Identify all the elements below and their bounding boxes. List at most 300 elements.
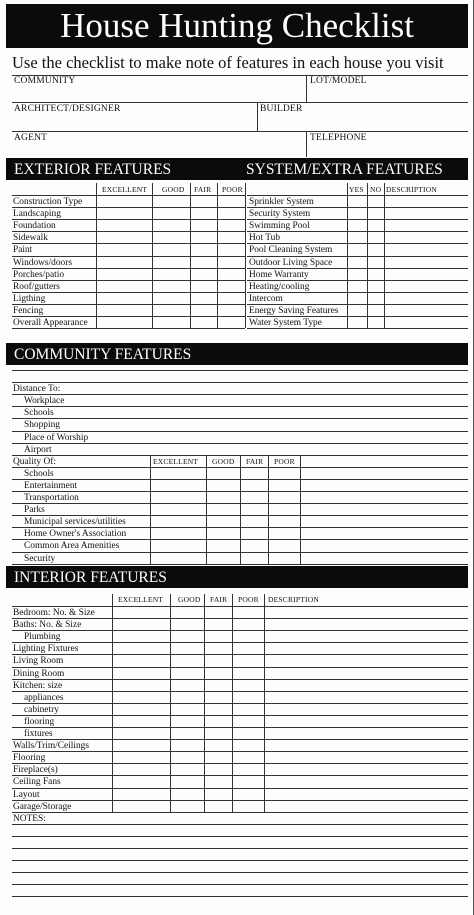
system-col-description: DESCRIPTION <box>386 185 437 194</box>
interior-rating-cell[interactable] <box>264 715 468 727</box>
system-answer-cell[interactable] <box>347 243 367 255</box>
info-divider <box>306 75 307 102</box>
system-col-yes: YES <box>349 185 364 194</box>
interior-rating-cell[interactable] <box>232 606 264 618</box>
interior-rating-cell[interactable] <box>264 788 468 800</box>
quality-rating-cell[interactable] <box>240 539 268 551</box>
system-answer-cell[interactable] <box>367 195 384 207</box>
exterior-row-label: Ligthing <box>13 293 46 304</box>
exterior-rating-cell[interactable] <box>217 219 245 231</box>
interior-rating-cell[interactable] <box>170 642 204 654</box>
interior-rating-cell[interactable] <box>112 667 170 679</box>
system-answer-cell[interactable] <box>347 256 367 268</box>
system-answer-cell[interactable] <box>384 268 468 280</box>
system-answer-cell[interactable] <box>367 280 384 292</box>
exterior-rating-cell[interactable] <box>190 219 217 231</box>
system-answer-cell[interactable] <box>347 304 367 316</box>
quality-rating-cell[interactable] <box>268 503 300 515</box>
exterior-rating-cell[interactable] <box>217 304 245 316</box>
quality-rating-cell[interactable] <box>150 491 206 503</box>
system-row-label: Pool Cleaning System <box>249 245 333 256</box>
interior-rating-cell[interactable] <box>232 630 264 642</box>
exterior-heading: EXTERIOR FEATURES <box>14 161 172 178</box>
system-row-label: Swimming Pool <box>249 221 310 232</box>
interior-row-label: Walls/Trim/Ceilings <box>13 741 89 752</box>
exterior-rating-cell[interactable] <box>152 243 190 255</box>
system-answer-cell[interactable] <box>367 231 384 243</box>
interior-row-label: Bedroom: No. & Size <box>13 608 95 618</box>
interior-rating-cell[interactable] <box>232 667 264 679</box>
exterior-rating-cell[interactable] <box>217 207 245 219</box>
interior-rating-cell[interactable] <box>170 739 204 751</box>
quality-rating-cell[interactable] <box>240 515 268 527</box>
exterior-rating-cell[interactable] <box>152 280 190 292</box>
interior-rating-cell[interactable] <box>112 739 170 751</box>
exterior-rating-cell[interactable] <box>96 243 152 255</box>
interior-column-line <box>204 594 205 812</box>
exterior-rating-cell[interactable] <box>190 231 217 243</box>
interior-rating-cell[interactable] <box>170 800 204 812</box>
info-divider <box>306 131 307 157</box>
interior-rating-cell[interactable] <box>264 727 468 739</box>
system-answer-cell[interactable] <box>347 280 367 292</box>
interior-rating-cell[interactable] <box>112 606 170 618</box>
interior-row-label: fixtures <box>24 729 53 739</box>
quality-rating-cell[interactable] <box>240 527 268 539</box>
quality-rating-cell[interactable] <box>268 539 300 551</box>
quality-item-label: Home Owner's Association <box>24 529 127 540</box>
interior-rating-cell[interactable] <box>232 679 264 691</box>
interior-rating-cell[interactable] <box>204 606 232 618</box>
system-answer-cell[interactable] <box>347 316 367 328</box>
interior-row-label: flooring <box>24 716 55 727</box>
quality-rating-cell[interactable] <box>268 552 300 564</box>
interior-row-label: Fireplace(s) <box>13 765 58 776</box>
interior-rating-cell[interactable] <box>204 630 232 642</box>
interior-rating-cell[interactable] <box>112 788 170 800</box>
system-answer-cell[interactable] <box>367 304 384 316</box>
exterior-rating-cell[interactable] <box>217 195 245 207</box>
interior-rating-cell[interactable] <box>112 679 170 691</box>
quality-rating-cell[interactable] <box>240 503 268 515</box>
system-answer-cell[interactable] <box>384 280 468 292</box>
interior-rating-cell[interactable] <box>170 691 204 703</box>
quality-rating-cell[interactable] <box>206 491 240 503</box>
interior-rating-cell[interactable] <box>170 679 204 691</box>
exterior-row-label: Foundation <box>13 221 56 232</box>
system-row-label: Water System Type <box>249 318 322 328</box>
interior-rating-cell[interactable] <box>232 703 264 715</box>
system-answer-cell[interactable] <box>347 195 367 207</box>
system-answer-cell[interactable] <box>367 256 384 268</box>
interior-rating-cell[interactable] <box>112 751 170 763</box>
system-answer-cell[interactable] <box>384 231 468 243</box>
info-line-2 <box>12 102 468 103</box>
interior-rating-cell[interactable] <box>112 618 170 630</box>
interior-rating-cell[interactable] <box>204 654 232 666</box>
exterior-rating-cell[interactable] <box>152 231 190 243</box>
system-answer-cell[interactable] <box>367 243 384 255</box>
system-answer-cell[interactable] <box>384 256 468 268</box>
quality-rating-cell[interactable] <box>150 503 206 515</box>
quality-rating-cell[interactable] <box>240 491 268 503</box>
system-answer-cell[interactable] <box>367 207 384 219</box>
interior-rating-cell[interactable] <box>204 618 232 630</box>
quality-description-cell[interactable] <box>300 503 468 515</box>
exterior-row-label: Sidewalk <box>13 233 48 244</box>
exterior-rating-cell[interactable] <box>217 292 245 304</box>
interior-rating-cell[interactable] <box>170 606 204 618</box>
quality-rating-cell[interactable] <box>240 467 268 479</box>
interior-row-label: Lighting Fixtures <box>13 644 79 655</box>
system-answer-cell[interactable] <box>384 207 468 219</box>
distance-label: Distance To: <box>13 384 61 395</box>
interior-rating-cell[interactable] <box>264 739 468 751</box>
exterior-rating-cell[interactable] <box>152 219 190 231</box>
interior-rating-cell[interactable] <box>264 800 468 812</box>
distance-entry-cell[interactable] <box>150 431 468 443</box>
quality-description-cell[interactable] <box>300 539 468 551</box>
interior-rating-cell[interactable] <box>264 630 468 642</box>
system-answer-cell[interactable] <box>384 316 468 328</box>
interior-row-label: Dining Room <box>13 668 65 679</box>
community-row-line <box>12 564 468 565</box>
interior-rating-cell[interactable] <box>170 715 204 727</box>
quality-rating-cell[interactable] <box>206 503 240 515</box>
notes-line <box>12 848 468 849</box>
exterior-column-line <box>96 183 97 328</box>
quality-rating-cell[interactable] <box>206 479 240 491</box>
interior-col-excellent: EXCELLENT <box>118 595 164 604</box>
exterior-rating-cell[interactable] <box>190 292 217 304</box>
exterior-rating-cell[interactable] <box>96 231 152 243</box>
quality-column-line <box>240 455 241 564</box>
quality-rating-cell[interactable] <box>206 515 240 527</box>
interior-rating-cell[interactable] <box>204 667 232 679</box>
exterior-rating-cell[interactable] <box>96 195 152 207</box>
quality-description-cell[interactable] <box>300 467 468 479</box>
builder-field-label: BUILDER <box>260 104 303 114</box>
notes-line <box>12 824 468 825</box>
exterior-rating-cell[interactable] <box>217 268 245 280</box>
exterior-rating-cell[interactable] <box>152 316 190 328</box>
interior-rating-cell[interactable] <box>232 691 264 703</box>
interior-rating-cell[interactable] <box>264 654 468 666</box>
system-answer-cell[interactable] <box>347 292 367 304</box>
system-answer-cell[interactable] <box>384 304 468 316</box>
interior-rating-cell[interactable] <box>204 775 232 787</box>
quality-rating-cell[interactable] <box>206 539 240 551</box>
exterior-rating-cell[interactable] <box>217 231 245 243</box>
exterior-rating-cell[interactable] <box>96 219 152 231</box>
interior-rating-cell[interactable] <box>170 703 204 715</box>
system-row-label: Home Warranty <box>249 269 309 280</box>
quality-rating-cell[interactable] <box>240 479 268 491</box>
system-answer-cell[interactable] <box>367 268 384 280</box>
system-column-line <box>367 183 368 328</box>
community-heading: COMMUNITY FEATURES <box>14 346 192 363</box>
interior-rating-cell[interactable] <box>170 727 204 739</box>
system-answer-cell[interactable] <box>384 292 468 304</box>
interior-rating-cell[interactable] <box>264 703 468 715</box>
system-row-line <box>247 328 468 329</box>
interior-rating-cell[interactable] <box>232 775 264 787</box>
distance-item-label: Workplace <box>24 396 65 407</box>
interior-rating-cell[interactable] <box>232 739 264 751</box>
interior-rating-cell[interactable] <box>204 751 232 763</box>
interior-rating-cell[interactable] <box>112 703 170 715</box>
interior-row-label: Ceiling Fans <box>13 777 61 788</box>
exterior-rating-cell[interactable] <box>96 292 152 304</box>
system-answer-cell[interactable] <box>384 195 468 207</box>
interior-rating-cell[interactable] <box>264 691 468 703</box>
interior-rating-cell[interactable] <box>232 618 264 630</box>
exterior-rating-cell[interactable] <box>152 268 190 280</box>
distance-item-label: Airport <box>24 444 52 455</box>
interior-row-label: Garage/Storage <box>13 801 72 812</box>
quality-rating-cell[interactable] <box>150 467 206 479</box>
distance-entry-cell[interactable] <box>150 418 468 430</box>
interior-rating-cell[interactable] <box>112 654 170 666</box>
interior-row-label: Plumbing <box>24 632 61 643</box>
interior-rating-cell[interactable] <box>112 727 170 739</box>
quality-description-cell[interactable] <box>300 479 468 491</box>
exterior-rating-cell[interactable] <box>96 316 152 328</box>
interior-col-good: GOOD <box>178 595 201 604</box>
lot-model-field-label: LOT/MODEL <box>310 76 367 86</box>
architect-field-label: ARCHITECT/DESIGNER <box>14 104 121 114</box>
interior-rating-cell[interactable] <box>112 800 170 812</box>
interior-rating-cell[interactable] <box>264 606 468 618</box>
quality-item-label: Entertainment <box>24 480 78 491</box>
interior-rating-cell[interactable] <box>264 642 468 654</box>
interior-rating-cell[interactable] <box>112 763 170 775</box>
interior-rating-cell[interactable] <box>170 775 204 787</box>
interior-col-fair: FAIR <box>210 595 228 604</box>
quality-rating-cell[interactable] <box>268 515 300 527</box>
quality-rating-cell[interactable] <box>150 539 206 551</box>
exterior-rating-cell[interactable] <box>190 304 217 316</box>
system-row-label: Energy Saving Features <box>249 305 339 316</box>
quality-description-cell[interactable] <box>300 552 468 564</box>
distance-entry-cell[interactable] <box>150 443 468 455</box>
quality-column-line <box>300 455 301 564</box>
system-column-line <box>384 183 385 328</box>
interior-rating-cell[interactable] <box>264 775 468 787</box>
distance-item-label: Schools <box>24 408 54 419</box>
interior-rating-cell[interactable] <box>232 751 264 763</box>
interior-rating-cell[interactable] <box>204 715 232 727</box>
info-top-line <box>12 75 468 76</box>
exterior-row-label: Porches/patio <box>13 269 65 280</box>
page-title: House Hunting Checklist <box>6 4 468 48</box>
exterior-rating-cell[interactable] <box>152 304 190 316</box>
system-col-no: NO <box>370 185 382 194</box>
system-answer-cell[interactable] <box>384 219 468 231</box>
interior-rating-cell[interactable] <box>170 654 204 666</box>
interior-rating-cell[interactable] <box>170 763 204 775</box>
exterior-rating-cell[interactable] <box>190 316 217 328</box>
quality-rating-cell[interactable] <box>268 479 300 491</box>
interior-rating-cell[interactable] <box>204 642 232 654</box>
interior-rating-cell[interactable] <box>232 763 264 775</box>
quality-item-label: Schools <box>24 468 54 479</box>
quality-col-good: GOOD <box>212 456 235 466</box>
quality-rating-cell[interactable] <box>206 527 240 539</box>
exterior-rating-cell[interactable] <box>96 207 152 219</box>
distance-entry-cell[interactable] <box>150 394 468 406</box>
quality-rating-cell[interactable] <box>150 515 206 527</box>
exterior-rating-cell[interactable] <box>190 280 217 292</box>
interior-rating-cell[interactable] <box>112 642 170 654</box>
interior-column-line <box>232 594 233 812</box>
exterior-rating-cell[interactable] <box>96 256 152 268</box>
exterior-rating-cell[interactable] <box>217 316 245 328</box>
interior-rating-cell[interactable] <box>204 691 232 703</box>
quality-col-poor: POOR <box>274 456 295 466</box>
interior-rating-cell[interactable] <box>204 679 232 691</box>
exterior-rating-cell[interactable] <box>152 292 190 304</box>
quality-col-excellent: EXCELLENT <box>153 456 199 466</box>
quality-item-label: Transportation <box>24 493 79 503</box>
interior-row-label: Flooring <box>13 753 46 764</box>
quality-label: Quality Of: <box>13 456 56 467</box>
interior-row-label: Baths: No. & Size <box>13 620 82 631</box>
interior-rating-cell[interactable] <box>264 763 468 775</box>
system-row-label: Outdoor Living Space <box>249 257 333 268</box>
exterior-rating-cell[interactable] <box>152 256 190 268</box>
exterior-rating-cell[interactable] <box>152 207 190 219</box>
interior-rating-cell[interactable] <box>232 788 264 800</box>
interior-rating-cell[interactable] <box>264 751 468 763</box>
exterior-row-label: Construction Type <box>13 197 83 207</box>
notes-line <box>12 860 468 861</box>
interior-rating-cell[interactable] <box>170 751 204 763</box>
community-header-bar <box>6 343 468 365</box>
interior-rating-cell[interactable] <box>204 800 232 812</box>
system-answer-cell[interactable] <box>347 219 367 231</box>
interior-rating-cell[interactable] <box>204 763 232 775</box>
exterior-rating-cell[interactable] <box>96 304 152 316</box>
quality-rating-cell[interactable] <box>150 527 206 539</box>
interior-col-description: DESCRIPTION <box>268 595 319 604</box>
interior-rating-cell[interactable] <box>112 715 170 727</box>
system-row-label: Heating/cooling <box>249 281 310 292</box>
quality-rating-cell[interactable] <box>268 467 300 479</box>
interior-rating-cell[interactable] <box>232 642 264 654</box>
system-answer-cell[interactable] <box>367 316 384 328</box>
exterior-column-line <box>190 183 191 328</box>
quality-item-label: Parks <box>24 505 45 516</box>
quality-description-cell[interactable] <box>300 515 468 527</box>
system-answer-cell[interactable] <box>347 231 367 243</box>
interior-rating-cell[interactable] <box>112 691 170 703</box>
quality-description-cell[interactable] <box>300 491 468 503</box>
exterior-row-line <box>12 328 245 329</box>
system-answer-cell[interactable] <box>347 207 367 219</box>
quality-rating-cell[interactable] <box>268 527 300 539</box>
interior-rating-cell[interactable] <box>170 618 204 630</box>
exterior-rating-cell[interactable] <box>190 207 217 219</box>
quality-rating-cell[interactable] <box>206 467 240 479</box>
quality-description-cell[interactable] <box>300 527 468 539</box>
exterior-rating-cell[interactable] <box>217 243 245 255</box>
quality-rating-cell[interactable] <box>206 552 240 564</box>
exterior-rating-cell[interactable] <box>190 256 217 268</box>
distance-entry-cell[interactable] <box>150 406 468 418</box>
interior-rating-cell[interactable] <box>204 739 232 751</box>
quality-rating-cell[interactable] <box>240 552 268 564</box>
system-answer-cell[interactable] <box>367 219 384 231</box>
system-answer-cell[interactable] <box>384 243 468 255</box>
exterior-rating-cell[interactable] <box>190 195 217 207</box>
notes-line <box>12 884 468 885</box>
interior-rating-cell[interactable] <box>232 715 264 727</box>
interior-rating-cell[interactable] <box>264 679 468 691</box>
interior-rating-cell[interactable] <box>204 703 232 715</box>
exterior-system-header-bar <box>6 158 468 180</box>
quality-rating-cell[interactable] <box>150 479 206 491</box>
exterior-col-excellent: EXCELLENT <box>102 185 148 194</box>
interior-rating-cell[interactable] <box>264 667 468 679</box>
exterior-row-label: Overall Appearance <box>13 318 88 328</box>
exterior-row-label: Fencing <box>13 305 44 316</box>
community-top-line <box>12 370 468 371</box>
exterior-rating-cell[interactable] <box>217 256 245 268</box>
exterior-rating-cell[interactable] <box>96 268 152 280</box>
interior-row-label: cabinetry <box>24 704 59 715</box>
interior-rating-cell[interactable] <box>232 727 264 739</box>
interior-rating-cell[interactable] <box>112 630 170 642</box>
interior-rating-cell[interactable] <box>112 775 170 787</box>
interior-rating-cell[interactable] <box>232 800 264 812</box>
quality-item-label: Common Area Amenities <box>24 541 120 552</box>
interior-header-bar <box>6 566 468 588</box>
exterior-rating-cell[interactable] <box>96 280 152 292</box>
page-subtitle: Use the checklist to make note of features in each house you visit <box>12 53 444 72</box>
interior-column-line <box>264 594 265 812</box>
system-row-label: Hot Tub <box>249 233 281 244</box>
exterior-row-label: Paint <box>13 245 33 256</box>
system-answer-cell[interactable] <box>347 268 367 280</box>
exterior-rating-cell[interactable] <box>190 243 217 255</box>
system-answer-cell[interactable] <box>367 292 384 304</box>
interior-rating-cell[interactable] <box>204 727 232 739</box>
exterior-rating-cell[interactable] <box>190 268 217 280</box>
community-row-line <box>12 382 468 383</box>
interior-rating-cell[interactable] <box>170 630 204 642</box>
quality-item-label: Municipal services/utilities <box>24 517 126 528</box>
interior-rating-cell[interactable] <box>264 618 468 630</box>
community-field-label: COMMUNITY <box>14 76 76 86</box>
interior-rating-cell[interactable] <box>170 788 204 800</box>
distance-item-label: Shopping <box>24 420 60 431</box>
interior-rating-cell[interactable] <box>204 788 232 800</box>
exterior-row-label: Roof/gutters <box>13 281 60 292</box>
system-column-line <box>347 183 348 328</box>
exterior-row-label: Landscaping <box>13 209 61 220</box>
exterior-rating-cell[interactable] <box>152 195 190 207</box>
interior-rating-cell[interactable] <box>170 667 204 679</box>
interior-rating-cell[interactable] <box>232 654 264 666</box>
interior-column-line <box>112 594 113 812</box>
quality-rating-cell[interactable] <box>268 491 300 503</box>
notes-label: NOTES: <box>13 813 46 824</box>
quality-item-label: Security <box>24 553 56 564</box>
exterior-rating-cell[interactable] <box>217 280 245 292</box>
quality-rating-cell[interactable] <box>150 552 206 564</box>
interior-column-line <box>170 594 171 812</box>
